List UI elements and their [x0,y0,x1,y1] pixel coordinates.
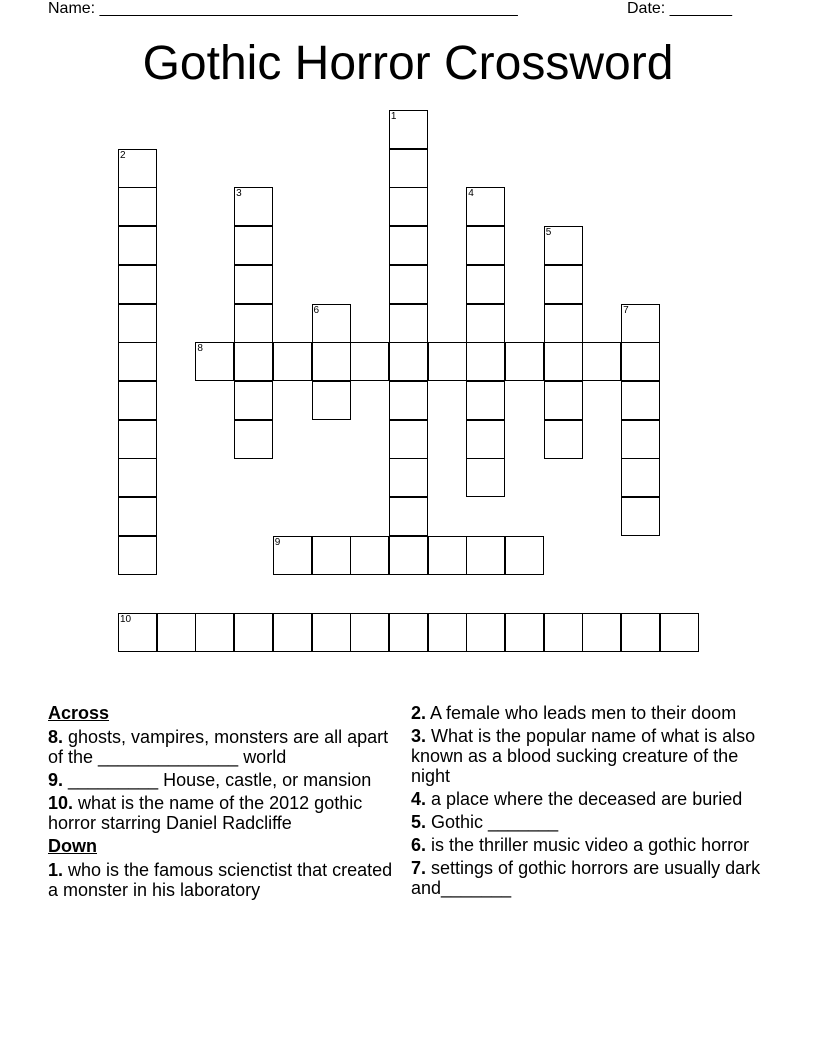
grid-cell[interactable] [118,381,157,420]
grid-cell[interactable] [544,342,583,381]
clue-item [411,789,761,809]
clue-text: who is the famous scienctist that created a monster in his laboratory [48,860,393,900]
clue-text: A female who leads men to their doom [426,703,737,723]
grid-cell[interactable] [234,265,273,304]
grid-cell[interactable] [389,613,428,652]
grid-cell[interactable] [466,187,505,226]
grid-cell[interactable] [505,342,544,381]
grid-cell[interactable] [428,342,467,381]
grid-cell[interactable] [195,613,234,652]
grid-cell[interactable] [544,265,583,304]
clue-item [411,812,761,832]
grid-cell[interactable] [389,304,428,343]
grid-cell[interactable] [118,187,157,226]
down-clues-list-left [48,860,398,900]
down-heading: Down [48,836,97,856]
clue-number-label: 10. [48,793,74,813]
clue-text: What is the popular name of what is also known as a blood sucking creature of the night [411,726,756,786]
clue-item [411,703,761,723]
grid-cell[interactable] [389,226,428,265]
grid-cell[interactable] [312,613,351,652]
clue-number: 7 [623,304,629,316]
grid-cell[interactable] [234,613,273,652]
across-heading: Across [48,703,110,723]
down-clues-list-right [411,703,761,898]
clue-number: 9 [274,536,281,548]
clue-number: 5 [545,227,552,239]
clue-text: Gothic _______ [426,812,559,832]
grid-cell[interactable] [389,187,428,226]
grid-cell[interactable] [544,304,583,343]
grid-cell[interactable] [234,420,273,459]
grid-cell[interactable] [312,304,351,343]
grid-cell[interactable] [118,149,157,188]
grid-cell[interactable] [428,536,467,575]
grid-cell[interactable] [118,342,157,381]
grid-cell[interactable] [195,342,234,381]
grid-cell[interactable] [118,420,157,459]
clue-number: 2 [120,149,126,161]
grid-cell[interactable] [621,420,660,459]
clue-number: 10 [120,614,132,626]
grid-cell[interactable] [466,458,505,497]
grid-cell[interactable] [118,497,157,536]
grid-cell[interactable] [544,613,583,652]
grid-cell[interactable] [118,458,157,497]
grid-cell[interactable] [428,613,467,652]
clue-number-label: 6. [411,835,427,855]
grid-cell[interactable] [157,613,196,652]
grid-cell[interactable] [118,304,157,343]
clue-text: settings of gothic horrors are usually dark and_______ [411,858,761,898]
clue-item [411,835,761,855]
date-line: Date: _______ [627,0,732,17]
grid-cell[interactable] [118,226,157,265]
grid-cell[interactable] [234,304,273,343]
grid-cell[interactable] [350,613,389,652]
grid-cell[interactable] [582,613,621,652]
grid-cell[interactable] [389,381,428,420]
clue-item [48,770,398,790]
clue-number-label: 1. [48,860,64,880]
across-clues-list [48,727,398,833]
clue-number: 1 [390,111,397,122]
grid-cell[interactable] [234,226,273,265]
grid-cell[interactable] [466,536,505,575]
grid-cell[interactable] [466,420,505,459]
grid-cell[interactable] [312,536,351,575]
grid-cell[interactable] [273,536,312,575]
clue-text: a place where the deceased are buried [426,789,743,809]
clue-item [48,727,398,767]
grid-cell[interactable] [466,265,505,304]
grid-cell[interactable] [273,342,312,381]
grid-cell[interactable] [118,265,157,304]
clue-number-label: 4. [411,789,427,809]
grid-cell[interactable] [505,613,544,652]
grid-cell[interactable] [660,613,699,652]
grid-cell[interactable] [350,536,389,575]
grid-cell[interactable] [582,342,621,381]
clue-number-label: 5. [411,812,427,832]
clue-text: _________ House, castle, or mansion [63,770,372,790]
grid-cell[interactable] [466,381,505,420]
grid-cell[interactable] [312,342,351,381]
grid-cell[interactable] [621,613,660,652]
grid-cell[interactable] [234,187,273,226]
grid-cell[interactable] [466,342,505,381]
clue-number: 6 [313,304,320,316]
grid-cell[interactable] [466,226,505,265]
clue-item [411,858,761,898]
clue-text: ghosts, vampires, monsters are all apart of the ______________ world [48,727,389,767]
grid-cell[interactable] [505,536,544,575]
grid-cell[interactable] [350,342,389,381]
grid-cell[interactable] [544,381,583,420]
clue-item [48,860,398,900]
grid-cell[interactable] [234,342,273,381]
clue-number: 8 [197,343,203,355]
page-title: Gothic Horror Crossword [142,37,674,90]
grid-cell[interactable] [544,226,583,265]
grid-cell[interactable] [389,420,428,459]
clue-number: 4 [468,188,474,200]
clue-text: is the thriller music video a gothic horror [426,835,750,855]
grid-cell[interactable] [389,110,428,149]
grid-cell[interactable] [389,497,428,536]
clue-number-label: 8. [48,727,64,747]
clue-item [48,793,398,833]
clues-right-column [411,703,761,901]
grid-cell[interactable] [621,381,660,420]
grid-cell[interactable] [389,149,428,188]
clue-number-label: 3. [411,726,427,746]
grid-cell[interactable] [389,458,428,497]
grid-cell[interactable] [621,458,660,497]
clue-number: 3 [236,188,242,200]
clue-number-label: 2. [411,703,427,723]
grid-cell[interactable] [621,342,660,381]
clue-text: what is the name of the 2012 gothic horror starring Daniel Radcliffe [48,793,363,833]
grid-cell[interactable] [234,381,273,420]
clues-left-column [48,703,398,903]
grid-cell[interactable] [389,342,428,381]
grid-cell[interactable] [389,536,428,575]
grid-cell[interactable] [621,497,660,536]
clue-number-label: 7. [411,858,427,878]
clue-item [411,726,761,786]
grid-cell[interactable] [118,536,157,575]
grid-cell[interactable] [466,304,505,343]
grid-cell[interactable] [273,613,312,652]
name-line: Name: _______________________________________________ [48,0,518,17]
grid-cell[interactable] [544,420,583,459]
grid-cell[interactable] [621,304,660,343]
clue-number-label: 9. [48,770,64,790]
grid-cell[interactable] [312,381,351,420]
grid-cell[interactable] [118,613,157,652]
grid-cell[interactable] [466,613,505,652]
grid-cell[interactable] [389,265,428,304]
